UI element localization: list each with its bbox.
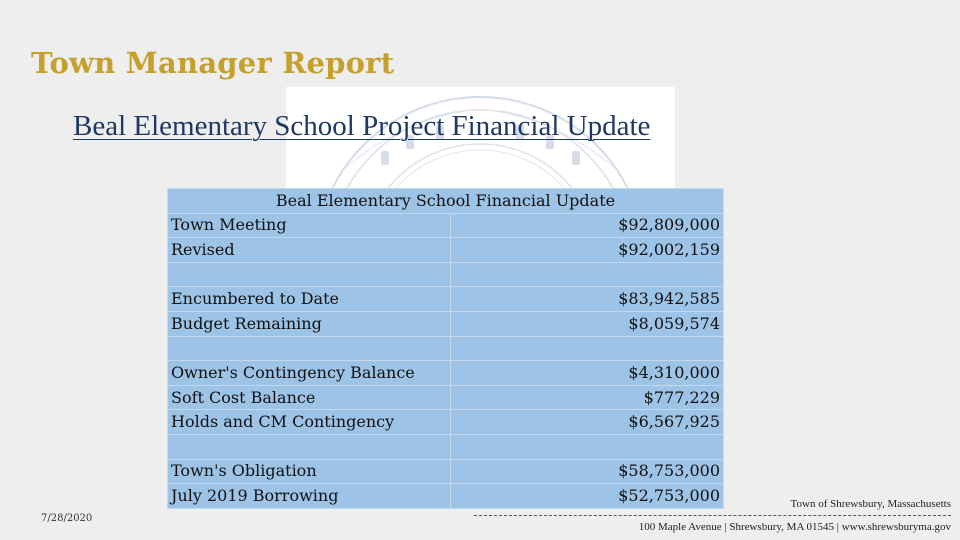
row-value: $83,942,585 [451,287,724,312]
table-caption-row [168,189,724,214]
row-value: $58,753,000 [451,459,724,484]
row-label: Town Meeting [168,213,451,238]
table-row [168,287,724,312]
row-value: $6,567,925 [451,410,724,435]
row-value: $92,002,159 [451,238,724,263]
row-label: Encumbered to Date [168,287,451,312]
row-value: $777,229 [451,385,724,410]
row-value: $4,310,000 [451,361,724,386]
footer-address: 100 Maple Avenue | Shrewsbury, MA 01545 | www.shrewsburyma.gov [638,521,951,533]
table-row [168,213,724,238]
row-label: July 2019 Borrowing [168,484,451,509]
row-label: Revised [168,238,451,263]
row-label: Holds and CM Contingency [168,410,451,435]
row-value [451,434,724,459]
footer-divider [474,515,951,516]
table-row [168,385,724,410]
row-label: Town's Obligation [168,459,451,484]
row-value [451,262,724,287]
slide-date: 7/28/2020 [41,513,93,524]
row-label: Soft Cost Balance [168,385,451,410]
table-row [168,459,724,484]
row-label: Owner's Contingency Balance [168,361,451,386]
row-value: $52,753,000 [451,484,724,509]
table-row-spacer [168,336,724,361]
row-label [168,336,451,361]
table-row [168,361,724,386]
report-title: Town Manager Report [31,46,395,80]
table-caption: Beal Elementary School Financial Update [168,189,724,214]
table-row [168,410,724,435]
table-row [168,484,724,509]
table-row-spacer [168,434,724,459]
table-row-spacer [168,262,724,287]
row-value: $92,809,000 [451,213,724,238]
row-label: Budget Remaining [168,311,451,336]
row-label [168,262,451,287]
financial-update-table [167,188,724,509]
footer-organization: Town of Shrewsbury, Massachusetts [790,498,951,510]
table-row [168,238,724,263]
row-value: $8,059,574 [451,311,724,336]
table-row [168,311,724,336]
page-subtitle: Beal Elementary School Project Financial Update [73,110,651,142]
row-value [451,336,724,361]
row-label [168,434,451,459]
